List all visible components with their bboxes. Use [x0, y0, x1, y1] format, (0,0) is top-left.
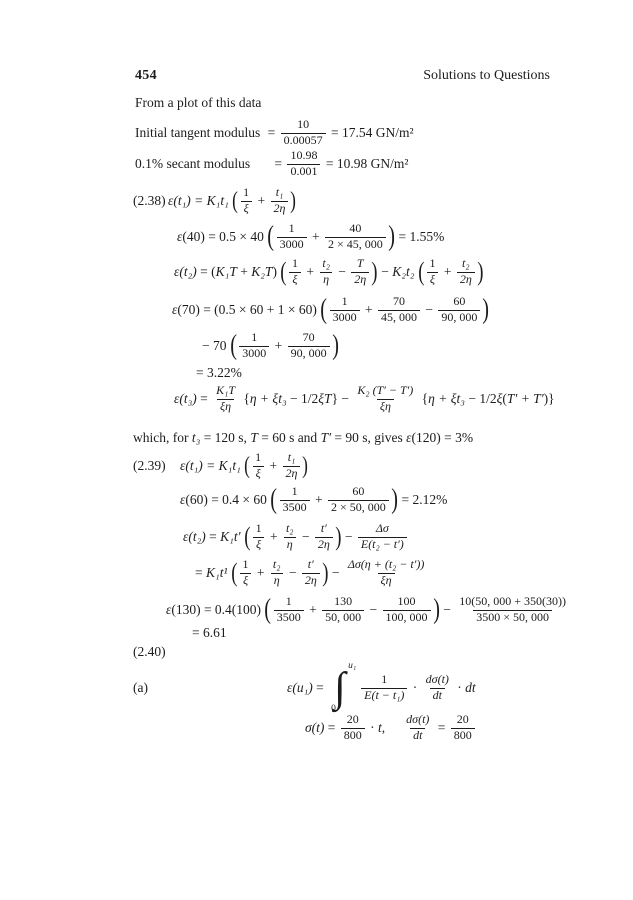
math-text: = 10.98 GN/m² — [322, 155, 409, 171]
fraction — [240, 558, 252, 588]
numerator: 20 — [346, 712, 359, 727]
eq-2-40-line-2 — [305, 713, 477, 743]
fraction — [280, 485, 310, 515]
math-text: − — [377, 263, 393, 279]
denominator: ξ — [253, 537, 264, 552]
line-initial-tangent-modulus — [135, 118, 414, 148]
math-text: = — [312, 679, 328, 695]
denominator: 90, 000 — [288, 346, 330, 361]
math-text: K₂t₂ — [392, 263, 418, 279]
math-text: (2.38) — [133, 192, 166, 208]
paren: ) — [335, 522, 342, 551]
eq-2-39-line-6 — [192, 623, 227, 643]
numerator: t′ — [320, 521, 327, 536]
math-text: η + ξt₃ — [428, 390, 465, 406]
eq-2-38-line-6 — [196, 363, 242, 383]
paren: ) — [331, 330, 339, 361]
numerator: t₂ — [322, 256, 330, 271]
math-text: K₁t¹ — [206, 564, 231, 580]
paren: ( — [320, 294, 328, 325]
numerator: t₂ — [272, 557, 281, 572]
numerator: 1 — [255, 450, 262, 465]
fraction — [438, 295, 480, 325]
math-text: K₁t′ — [220, 528, 244, 544]
numerator: 10 — [297, 117, 310, 132]
paren: ( — [244, 453, 251, 479]
math-text: η + ξt₃ — [249, 390, 287, 406]
denominator: ξ — [427, 272, 438, 287]
fraction — [277, 222, 307, 252]
eq-2-39-line-4 — [195, 557, 429, 589]
math-text: (40) = 0.5 × 40 — [182, 228, 268, 244]
paren: ( — [417, 257, 425, 286]
numerator: dσ(t) — [406, 712, 430, 727]
math-text: = 120 s, — [200, 429, 251, 445]
numerator: 70 — [302, 330, 315, 345]
eq-2-38-line-4 — [172, 294, 490, 326]
math-text: = — [196, 390, 212, 406]
fraction — [270, 558, 284, 588]
denominator: 2η — [302, 573, 320, 588]
fraction — [289, 257, 301, 287]
math-text: (2.40) — [133, 643, 166, 659]
math-text: = — [324, 719, 339, 735]
eq-2-38-line-7 — [174, 383, 555, 415]
numerator: 1 — [242, 557, 249, 572]
math-text: = — [267, 124, 279, 140]
numerator: t′ — [307, 557, 314, 572]
denominator: 50, 000 — [322, 610, 364, 625]
page-number: 454 — [135, 68, 157, 83]
header-title: Solutions to Questions — [423, 68, 550, 83]
denominator: dt — [430, 688, 445, 703]
numerator: K₁T — [216, 383, 235, 398]
fraction — [239, 331, 269, 361]
denominator: 2η — [283, 466, 301, 481]
math-text: ε — [172, 301, 178, 317]
math-text: − 1/2 — [464, 390, 497, 406]
paren: ) — [482, 294, 490, 325]
math-text: (a) — [133, 679, 148, 695]
math-text: } − — [331, 390, 353, 406]
eq-2-40-line-1 — [287, 661, 476, 714]
math-text: + — [308, 228, 323, 244]
math-text: = 2.12% — [398, 491, 448, 507]
denominator: 90, 000 — [438, 310, 480, 325]
numerator: 1 — [251, 330, 258, 345]
paren: ( — [280, 257, 287, 286]
fraction — [328, 485, 389, 515]
math-text: which, for — [133, 429, 192, 445]
denominator: 2η — [351, 272, 369, 287]
denominator: 2 × 45, 000 — [325, 237, 386, 252]
paren: ( — [232, 188, 239, 214]
paren: ) — [391, 484, 398, 515]
paren: ( — [264, 594, 272, 625]
denominator: η — [320, 272, 332, 287]
fraction — [315, 522, 333, 552]
denominator: 800 — [341, 728, 365, 743]
math-text: σ(t) — [305, 719, 325, 735]
math-text: ε — [177, 228, 183, 244]
denominator: 3000 — [277, 237, 307, 252]
paren: ) — [302, 453, 309, 479]
numerator: t₁ — [287, 450, 296, 465]
eq-2-38-line-5 — [202, 330, 339, 362]
fraction — [423, 673, 452, 703]
math-text: · — [453, 679, 466, 695]
math-text: 0.1% secant modulus — [135, 155, 254, 171]
math-text: = 60 s and — [257, 429, 321, 445]
math-text: + — [302, 263, 318, 279]
fraction — [240, 186, 252, 216]
denominator: η — [271, 573, 283, 588]
math-text: K₂T — [251, 263, 273, 279]
fraction — [451, 713, 475, 743]
denominator: ξ — [253, 466, 264, 481]
denominator: 2η — [457, 272, 475, 287]
math-text: · — [366, 719, 379, 735]
denominator: ξη — [217, 399, 234, 414]
numerator: 1 — [255, 521, 262, 536]
fraction — [457, 257, 475, 287]
math-text: − 70 — [202, 337, 230, 353]
denominator: 100, 000 — [383, 610, 431, 625]
math-text: ( — [502, 390, 507, 406]
fraction — [456, 595, 569, 625]
fraction — [361, 673, 407, 703]
numerator: 60 — [352, 484, 365, 499]
math-text: − 1/2 — [286, 390, 319, 406]
fraction — [426, 257, 438, 287]
fraction — [351, 257, 369, 287]
denominator: E(t − t₁) — [361, 688, 407, 703]
math-text: = — [434, 719, 449, 735]
math-text: )} — [543, 390, 555, 406]
paren: ) — [388, 221, 395, 252]
fraction — [281, 118, 326, 148]
math-text: , — [381, 719, 386, 735]
fraction — [403, 713, 432, 743]
paren: ( — [267, 221, 275, 252]
math-text: = 17.54 GN/m² — [327, 124, 414, 140]
eq-2-39-label — [133, 451, 166, 481]
math-text: ε — [406, 429, 412, 445]
denominator: 3500 × 50, 000 — [473, 610, 552, 625]
math-text: ) — [272, 263, 281, 279]
math-text: + — [236, 263, 252, 279]
paren: ( — [231, 558, 238, 587]
numerator: Δσ — [375, 521, 389, 536]
math-text: K₁T — [215, 263, 237, 279]
numerator: 10(50, 000 + 350(30)) — [459, 594, 566, 609]
paren: ( — [270, 484, 278, 515]
math-text: = — [195, 564, 206, 580]
fraction — [283, 451, 301, 481]
math-text: + — [440, 263, 455, 279]
denominator: ξη — [377, 399, 394, 414]
math-text: − — [421, 301, 437, 317]
fraction — [253, 522, 265, 552]
fraction — [274, 595, 304, 625]
math-text: ε(t₂) — [183, 528, 206, 544]
math-text: ε(t₁) = K₁t₁ — [168, 192, 233, 208]
denominator: 3000 — [330, 310, 360, 325]
math-text: + — [361, 301, 376, 317]
eq-2-39-line-2 — [180, 484, 447, 516]
math-text: = — [205, 528, 221, 544]
denominator: 2η — [315, 537, 333, 552]
denominator: η — [284, 537, 296, 552]
denominator: 0.00057 — [281, 133, 326, 148]
math-text: · — [409, 679, 421, 695]
denominator: 2η — [271, 201, 289, 216]
denominator: ξ — [241, 201, 252, 216]
eq-2-39-line-5 — [166, 594, 571, 626]
eq-2-38-line-1 — [168, 186, 296, 216]
fraction — [354, 384, 416, 414]
math-text: − — [298, 528, 313, 544]
fraction — [288, 331, 330, 361]
paren: ( — [230, 330, 237, 361]
fraction — [330, 295, 360, 325]
line-which-for — [133, 429, 473, 447]
numerator: 1 — [429, 256, 436, 271]
math-text: ε — [180, 491, 186, 507]
numerator: t₁ — [275, 185, 284, 200]
fraction — [283, 522, 297, 552]
math-text: Initial tangent modulus — [135, 124, 264, 140]
math-text: + — [253, 564, 268, 580]
numerator: 1 — [291, 484, 298, 499]
numerator: dσ(t) — [425, 672, 449, 687]
numerator: 1 — [288, 221, 295, 236]
paren: ) — [476, 257, 484, 286]
math-text: − — [341, 528, 356, 544]
integral-sign: ∫ u₁ 0 — [331, 661, 357, 714]
denominator: 3000 — [239, 346, 269, 361]
numerator: t₂ — [462, 256, 470, 271]
math-text: ε(t₃) — [174, 390, 197, 406]
math-text: { — [240, 390, 250, 406]
numerator: 1 — [243, 185, 250, 200]
math-text: + — [266, 457, 281, 473]
denominator: 2 × 50, 000 — [328, 500, 389, 515]
denominator: 3500 — [280, 500, 310, 515]
math-text: − — [366, 601, 381, 617]
fraction — [271, 186, 289, 216]
math-text: ξT — [318, 390, 332, 406]
denominator: 45, 000 — [378, 310, 420, 325]
fraction — [213, 384, 238, 414]
math-text: T′ + T′ — [506, 390, 544, 406]
math-text: ε — [166, 601, 172, 617]
math-text: ε(t₂) — [174, 263, 197, 279]
math-text: + — [305, 601, 321, 617]
eq-2-40a-label — [133, 678, 148, 698]
numerator: 1 — [291, 256, 298, 271]
fraction — [319, 257, 333, 287]
math-text: + — [311, 491, 326, 507]
fraction — [358, 522, 407, 552]
math-text: = 6.61 — [192, 624, 227, 640]
numerator: 1 — [341, 294, 348, 309]
math-text: + — [254, 192, 269, 208]
numerator: 70 — [392, 294, 405, 309]
math-text: T — [250, 429, 258, 445]
denominator: 3500 — [274, 610, 304, 625]
numerator: 1 — [285, 594, 292, 609]
fraction — [252, 451, 264, 481]
denominator: ξ — [289, 272, 300, 287]
paren: ( — [244, 522, 251, 551]
denominator: 800 — [451, 728, 475, 743]
math-text: (2.39) — [133, 457, 166, 473]
fraction — [378, 295, 420, 325]
numerator: 130 — [334, 594, 353, 609]
eq-2-39-line-3 — [183, 521, 409, 553]
numerator: 20 — [456, 712, 469, 727]
math-text: + — [266, 528, 281, 544]
eq-2-38-line-3 — [174, 256, 483, 288]
paren: ) — [321, 558, 329, 587]
math-text: (60) = 0.4 × 60 — [185, 491, 271, 507]
numerator: t₂ — [285, 521, 294, 536]
intro-text: From a plot of this data — [135, 95, 262, 110]
numerator: T — [356, 256, 364, 271]
paren: ) — [432, 594, 440, 625]
math-text: t₃ — [191, 429, 201, 445]
denominator: dt — [410, 728, 425, 743]
numerator: K₂ (T′ − T′) — [357, 383, 414, 398]
math-text: − — [334, 263, 350, 279]
math-text: t — [378, 719, 382, 735]
math-text: T′ — [320, 429, 332, 445]
math-text: (70) = (0.5 × 60 + 1 × 60) — [177, 301, 321, 317]
math-text: = 3.22% — [196, 364, 242, 380]
math-text: { — [418, 390, 429, 406]
eq-2-39-line-1 — [180, 451, 308, 481]
numerator: 1 — [381, 672, 388, 687]
math-text: dt — [465, 679, 476, 695]
math-text: (130) = 0.4(100) — [171, 601, 265, 617]
eq-2-38-label — [133, 186, 166, 216]
fraction — [341, 713, 365, 743]
math-text: (120) = 3% — [411, 429, 474, 445]
numerator: 100 — [397, 594, 416, 609]
denominator: ξ — [240, 573, 251, 588]
numerator: Δσ(η + (t₂ − t′)) — [347, 557, 425, 572]
denominator: ξη — [378, 573, 395, 588]
fraction — [383, 595, 431, 625]
math-text: = 1.55% — [395, 228, 445, 244]
fraction — [325, 222, 386, 252]
denominator: 0.001 — [287, 164, 320, 179]
math-text: − — [439, 601, 455, 617]
fraction — [345, 558, 428, 588]
eq-2-38-line-2 — [177, 221, 444, 253]
numerator: 60 — [453, 294, 466, 309]
numerator: 40 — [349, 221, 362, 236]
math-text: − — [285, 564, 300, 580]
eq-2-40-label — [133, 642, 166, 662]
math-text: ξ — [496, 390, 503, 406]
numerator: 10.98 — [290, 148, 318, 163]
math-text: − — [328, 564, 343, 580]
math-text: = 90 s, gives — [331, 429, 407, 445]
fraction — [322, 595, 364, 625]
math-text: = — [274, 155, 286, 171]
fraction — [302, 558, 320, 588]
math-text: ε(t₁) = K₁t₁ — [180, 457, 245, 473]
denominator: E(t₂ − t′) — [358, 537, 407, 552]
fraction — [287, 149, 320, 179]
paren: ) — [371, 257, 378, 286]
line-secant-modulus — [135, 149, 408, 179]
paren: ) — [290, 188, 297, 214]
math-text: ε(u₁) — [287, 679, 313, 695]
math-text: = ( — [196, 263, 216, 279]
math-text: + — [271, 337, 286, 353]
